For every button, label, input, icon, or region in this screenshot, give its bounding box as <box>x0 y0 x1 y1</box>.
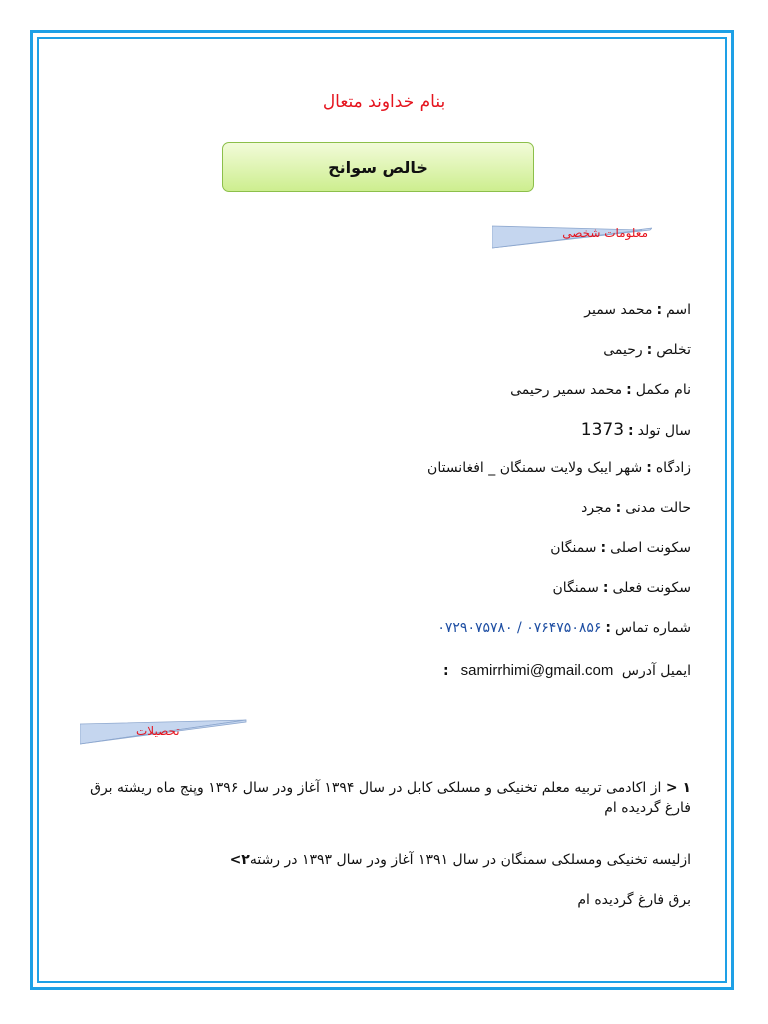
section-tag-personal <box>492 222 652 250</box>
field-birth-year: سال تولد:1373 <box>580 420 691 440</box>
education-item-2-continued: برق فارغ گردیده ام <box>577 892 691 908</box>
field-permanent-residence: سکونت اصلی:سمنگان <box>550 540 691 556</box>
field-phone: شماره تماس:۰۷۶۴۷۵۰۸۵۶ / ۰۷۲۹۰۷۵۷۸۰ <box>437 620 691 636</box>
document-title: بنام خداوند متعال <box>322 92 446 112</box>
field-first-name: اسم:محمد سمیر <box>584 302 691 318</box>
section-label-education: تحصیلات <box>136 724 180 738</box>
field-full-name: نام مکمل:محمد سمیر رحیمی <box>510 382 691 398</box>
field-birthplace: زادگاه:شهر ایبک ولایت سمنگان _ افغانستان <box>427 460 691 476</box>
section-tag-education <box>80 718 248 746</box>
field-email: ایمیل آدرس samirrhimi@gmail.com: <box>443 662 691 679</box>
heading-box <box>222 142 534 192</box>
field-surname: تخلص:رحیمی <box>603 342 691 358</box>
email-link[interactable]: samirrhimi@gmail.com <box>460 662 614 679</box>
section-label-personal: معلومات شخصی <box>562 226 648 240</box>
education-item-1: ۱ < از اکادمی تربیه معلم تخنیکی و مسلکی کابل در سال ۱۳۹۴ آغاز ودر سال ۱۳۹۶ وپنج ماه ریشته برق فارغ گردیده ام <box>90 780 691 816</box>
heading-text: خالص سوانح <box>328 157 428 177</box>
field-marital-status: حالت مدنی:مجرد <box>581 500 691 516</box>
education-item-2: ازلیسه تخنیکی ومسلکی سمنگان در سال ۱۳۹۱ آغاز ودر سال ۱۳۹۳ در رشته۲> <box>229 852 691 868</box>
field-current-residence: سکونت فعلی:سمنگان <box>552 580 691 596</box>
